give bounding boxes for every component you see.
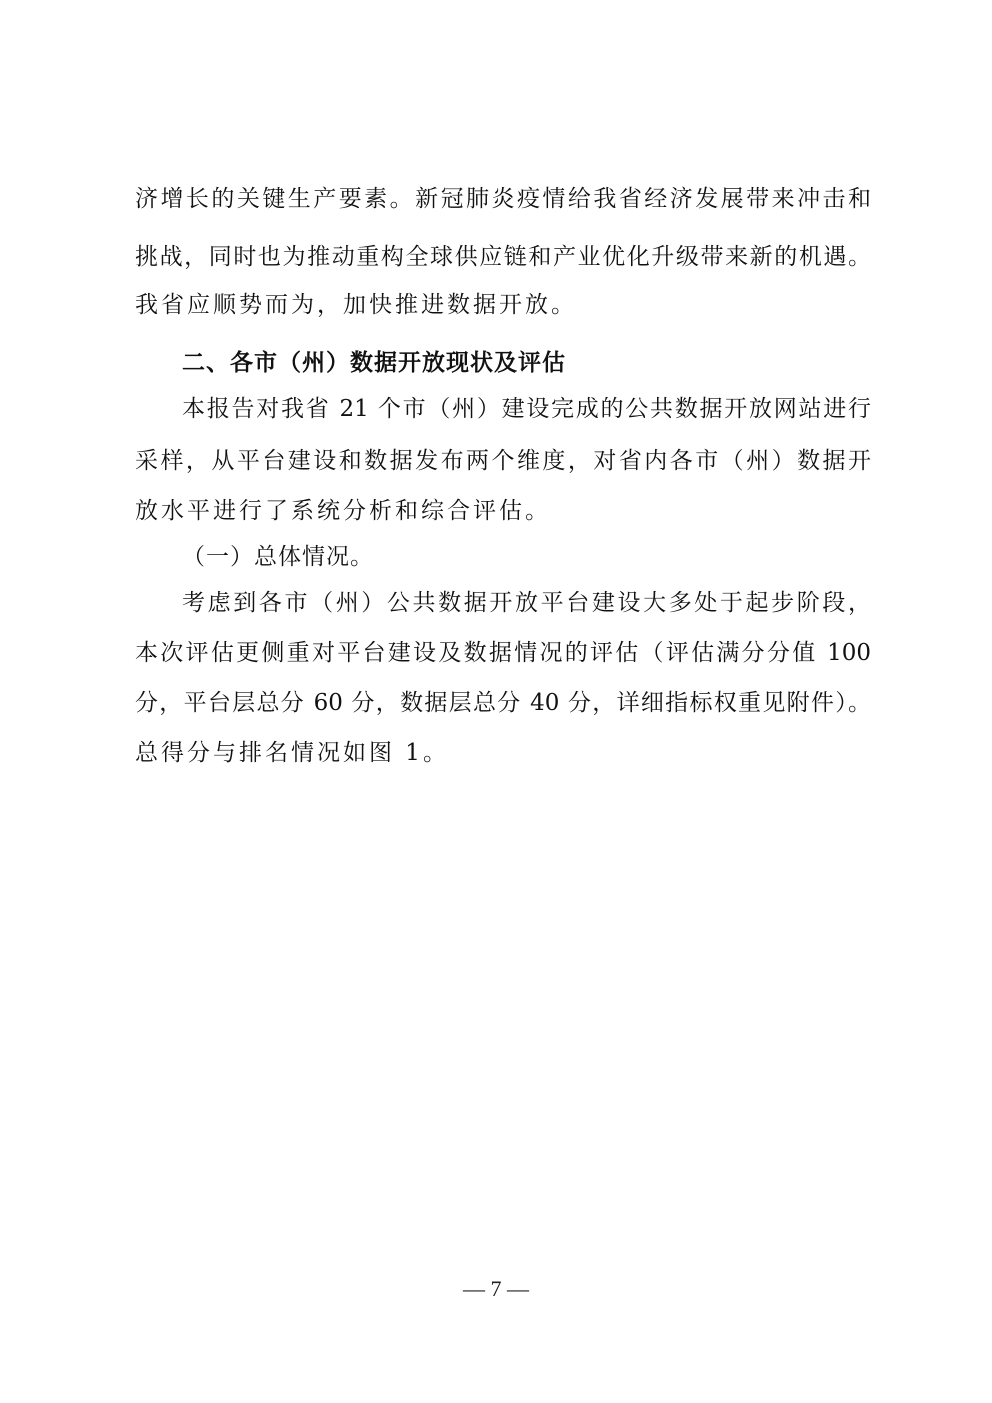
subsection-heading: （一）总体情况。 [182,544,374,570]
page-number: — 7 — [463,1276,529,1301]
paragraph-line: 总得分与排名情况如图 1。 [135,740,449,766]
paragraph-line: 本次评估更侧重对平台建设及数据情况的评估（评估满分分值 100 [135,640,871,666]
paragraph-line: 挑战，同时也为推动重构全球供应链和产业优化升级带来新的机遇。 [135,244,871,270]
paragraph-line: 放水平进行了系统分析和综合评估。 [135,498,551,524]
paragraph-line: 分，平台层总分 60 分，数据层总分 40 分，详细指标权重见附件）。 [135,690,871,716]
paragraph-line: 我省应顺势而为，加快推进数据开放。 [135,292,577,318]
paragraph-line: 济增长的关键生产要素。新冠肺炎疫情给我省经济发展带来冲击和 [135,186,871,212]
section-heading: 二、各市（州）数据开放现状及评估 [182,350,566,376]
paragraph-line: 本报告对我省 21 个市（州）建设完成的公共数据开放网站进行 [182,396,871,422]
paragraph-line: 考虑到各市（州）公共数据开放平台建设大多处于起步阶段， [182,590,871,616]
paragraph-line: 采样，从平台建设和数据发布两个维度，对省内各市（州）数据开 [135,448,871,474]
